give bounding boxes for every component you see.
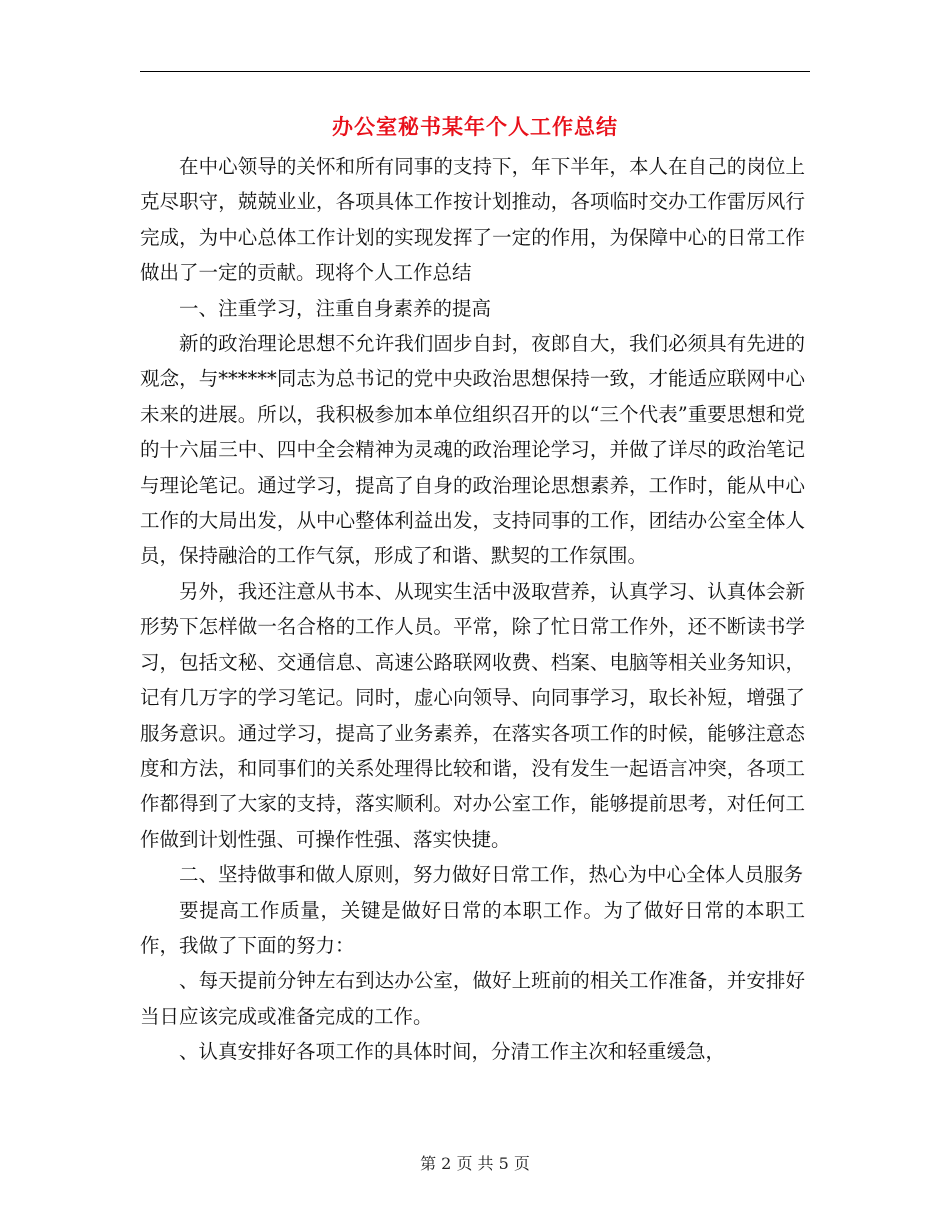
paragraph-intro: 在中心领导的关怀和所有同事的支持下，年下半年，本人在自己的岗位上克尽职守，兢兢业业，各项具体工作按计划推动，各项临时交办工作雷厉风行完成，为中心总体工作计划的实现发挥了一定的作用，为保障中心的日常工作做出了一定的贡献。现将个人工作总结 — [140, 155, 805, 285]
section-heading-2: 二、坚持做事和做人原则，努力做好日常工作，热心为中心全体人员服务 — [179, 863, 804, 887]
list-item-schedule: 、认真安排好各项工作的具体时间，分清工作主次和轻重缓急， — [179, 1040, 726, 1064]
paragraph-self-study: 另外，我还注意从书本、从现实生活中汲取营养，认真学习、认真体会新形势下怎样做一名合格的工作人员。平常，除了忙日常工作外，还不断读书学习，包括文秘、交通信息、高速公路联网收费、档案、电脑等相关业务知识，记有几万字的学习笔记。同时，虚心向领导、向同事学习，取长补短，增强了服务意识。通过学习，提高了业务素养，在落实各项工作的时候，能够注意态度和方法，和同事们的关系处理得比较和谐，没有发生一起语言冲突，各项工作都得到了大家的支持，落实顺利。对办公室工作，能够提前思考，对任何工作做到计划性强、可操作性强、落实快捷。 — [140, 579, 805, 851]
section-heading-1: 一、注重学习，注重自身素养的提高 — [179, 296, 492, 320]
list-item-arrive-early: 、每天提前分钟左右到达办公室，做好上班前的相关工作准备，并安排好当日应该完成或准备完成的工作。 — [140, 969, 805, 1028]
paragraph-political-study: 新的政治理论思想不允许我们固步自封，夜郎自大，我们必须具有先进的观念，与******同志为总书记的党中央政治思想保持一致，才能适应联网中心未来的进展。所以，我积极参加本单位组织召开的以“三个代表”重要思想和党的十六届三中、四中全会精神为灵魂的政治理论学习，并做了详尽的政治笔记与理论笔记。通过学习，提高了自身的政治理论思想素养，工作时，能从中心工作的大局出发，从中心整体利益出发，支持同事的工作，团结办公室全体人员，保持融洽的工作气氛，形成了和谐、默契的工作氛围。 — [140, 332, 805, 568]
document-title: 办公室秘书某年个人工作总结 — [332, 114, 618, 139]
document-body — [140, 149, 805, 1070]
header-rule — [140, 71, 810, 72]
page-number-footer: 第 2 页 共 5 页 — [420, 1154, 530, 1173]
paragraph-daily-work: 要提高工作质量，关键是做好日常的本职工作。为了做好日常的本职工作，我做了下面的努力： — [140, 898, 805, 957]
